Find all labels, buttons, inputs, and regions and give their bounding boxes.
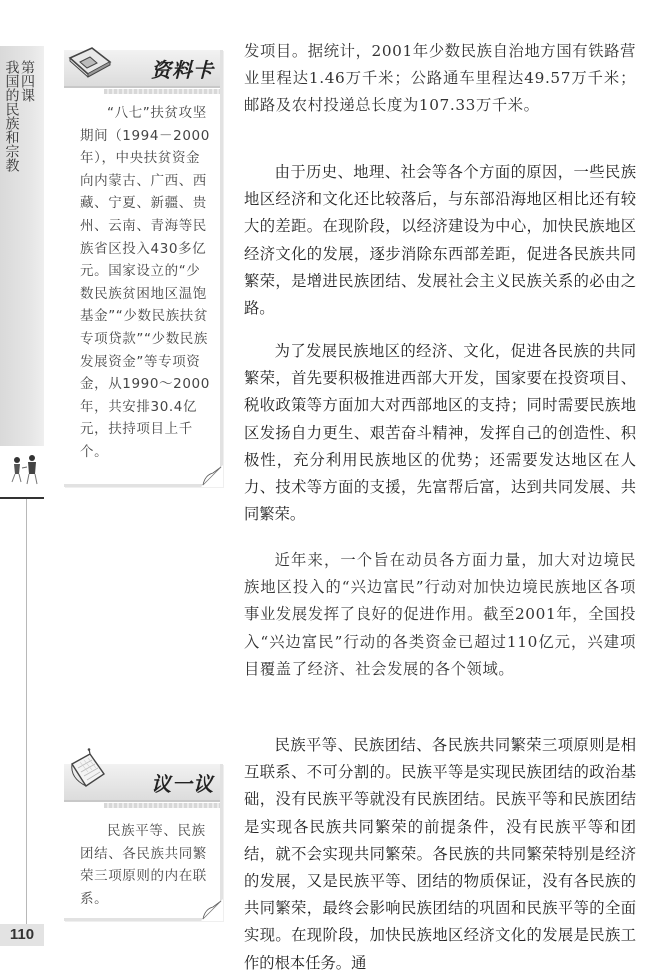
discuss-card-body: 民族平等、民族团结、各民族共同繁荣三项原则的内在联系。 xyxy=(80,823,207,907)
info-card-title: 资料卡 xyxy=(151,58,214,82)
paragraph: 民族平等、民族团结、各民族共同繁荣三项原则是相互联系、不可分割的。民族平等是实现民族团结的政治基础，没有民族平等就没有民族团结。民族平等和民族团结是实现各民族共同繁荣的前提条件，没有民族平等和团结，就不会实现共同繁荣。各民族的共同繁荣特别是经济的发展，又是民族平等、团结的物质保证，没有各民族的共同繁荣，最终会影响民族团结的巩固和民族平等的全面实现。在现阶段，加快民族地区经济文化的发展是民族工作的根本任务。通 xyxy=(244,736,636,972)
header-stripe xyxy=(104,89,220,94)
paragraph: 由于历史、地理、社会等各个方面的原因，一些民族地区经济和文化还比较落后，与东部沿海地区相比还有较大的差距。在现阶段，以经济建设为中心，加快民族地区经济文化的发展，逐步消除东西部差距，促进各民族共同繁荣，是增进民族团结、发展社会主义民族关系的必由之路。 xyxy=(244,163,636,318)
page-curl-icon xyxy=(201,899,223,921)
page-number: 110 xyxy=(0,924,44,946)
header-stripe xyxy=(104,803,220,808)
discuss-card xyxy=(64,764,223,921)
info-card-body: “八七”扶贫攻坚期间（1994－2000年），中央扶贫资金向内蒙古、广西、西藏、宁夏、新疆、贵州、云南、青海等民族省区投入430多亿元。国家设立的“少数民族贫困地区温饱基金”“少数民族扶贫专项贷款”“少数民族发展资金”等专项资金，从1990～2000年，共安排30.4亿元，扶持项目上千个。 xyxy=(80,105,210,460)
children-illustration-icon xyxy=(8,452,44,488)
page-curl-icon xyxy=(201,465,223,487)
floppy-disk-icon xyxy=(66,44,114,84)
chapter-heading xyxy=(3,60,35,172)
paragraph-highlight: 近年来，一个旨在动员各方面力量，加大对边境民族地区投入的“兴边富民”行动对加快边境民族地区各项事业发展发挥了良好的促进作用。截至2001年，全国投入“兴边富民”行动的各类资金已超过110亿元，兴建项目覆盖了经济、社会发展的各个领域。 xyxy=(244,551,636,678)
margin-rule xyxy=(26,499,27,925)
info-card-header xyxy=(64,50,220,88)
paragraph: 为了发展民族地区的经济、文化，促进各民族的共同繁荣，首先要积极推进西部大开发，国家要在投资项目、税收政策等方面加大对西部地区的支持；同时需要民族地区发扬自力更生、艰苦奋斗精神，发挥自己的创造性、积极性，充分利用民族地区的优势；还需要发达地区在人力、技术等方面的支援，先富帮后富，达到共同发展、共同繁荣。 xyxy=(244,342,636,524)
notepad-icon xyxy=(66,758,110,796)
discuss-card-header xyxy=(64,764,220,802)
info-card xyxy=(64,50,223,487)
discuss-card-title: 议一议 xyxy=(151,772,214,796)
paragraph-continuation: 发项目。据统计，2001年少数民族自治地方国有铁路营业里程达1.46万千米；公路通车里程达49.57万千米；邮路及农村投递总长度为107.33万千米。 xyxy=(244,42,636,115)
divider xyxy=(0,497,44,499)
chapter-title-text: 我国的民族和宗教 xyxy=(3,60,20,172)
chapter-label: 第四课 xyxy=(19,60,35,102)
